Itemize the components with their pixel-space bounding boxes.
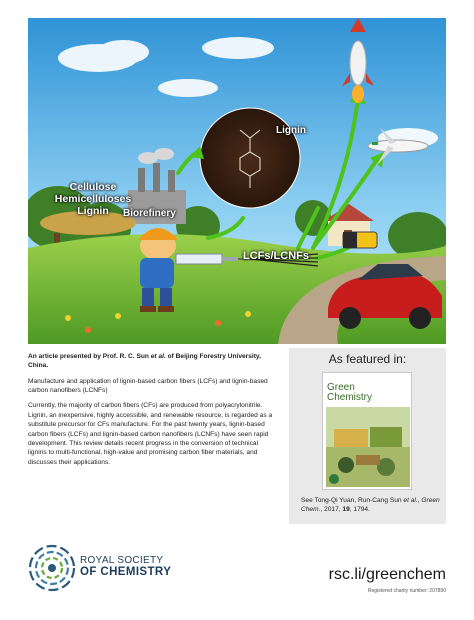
cover-illustration — [28, 18, 446, 344]
rsc-name-line1: ROYAL SOCIETY — [80, 555, 164, 566]
article-title: Manufacture and application of lignin-based carbon fibers (LCFs) and lignin-based carbon nanofibers (LCNFs) — [28, 377, 268, 395]
article-abstract: Currently, the majority of carbon fibers (CFs) are produced from polyacrylonitrile. Lignin, an inexpensive, highly accessible, and renewable resource, is regarded as a substitute precursor for CFs manufacture. For the past twenty years, lignin-based carbon fibers (LCFs) and lignin-based carbon nanofibers (LCNFs) have seen rapid development. This review details recent progress in the conversion of technical lignins to multi-functional, high-value and promising carbon fiber materials, and discusses their applications. — [28, 402, 273, 466]
battery — [343, 232, 377, 248]
lignin-label: Lignin — [276, 125, 306, 136]
lignin-structure-circle — [200, 108, 300, 208]
featured-heading: As featured in: — [328, 352, 407, 366]
feedstock-hemicelluloses: Hemicelluloses — [54, 193, 132, 206]
presented-suffix: of Beijing Forestry University, China. — [28, 353, 261, 370]
presented-by — [28, 352, 278, 371]
caption-journal: et al., Green Chem. — [301, 497, 440, 513]
caption-volume: 19 — [342, 505, 350, 513]
cover-caption — [301, 497, 441, 515]
product-label: LCFs/LCNFs — [243, 250, 309, 262]
rsc-logo-icon — [28, 540, 76, 598]
journal-cover[interactable] — [322, 372, 412, 490]
caption-year: , 2017, — [320, 505, 343, 513]
caption-page: , 1794. — [349, 505, 370, 513]
featured-box — [289, 348, 446, 524]
charity-number: Registered charity number: 207890 — [367, 588, 446, 594]
presented-prefix: An article presented by Prof. R. C. Sun — [28, 353, 151, 360]
caption-authors: See Tong-Qi Yuan, Run-Cang Sun — [301, 497, 404, 504]
feedstock-lignin: Lignin — [77, 205, 109, 218]
rsc-name-line2: OF CHEMISTRY — [80, 566, 172, 578]
journal-title-line1: Green — [327, 382, 355, 393]
cover-artwork — [326, 407, 410, 487]
journal-title — [327, 383, 372, 403]
presented-etal: et al. — [150, 353, 166, 360]
rsc-name — [80, 555, 171, 579]
journal-url[interactable]: rsc.li/greenchem — [328, 566, 446, 583]
biorefinery-label: Biorefinery — [123, 208, 176, 219]
article-text — [28, 352, 278, 473]
journal-title-line2: Chemistry — [327, 392, 373, 403]
feedstock-cellulose: Cellulose — [69, 181, 117, 193]
